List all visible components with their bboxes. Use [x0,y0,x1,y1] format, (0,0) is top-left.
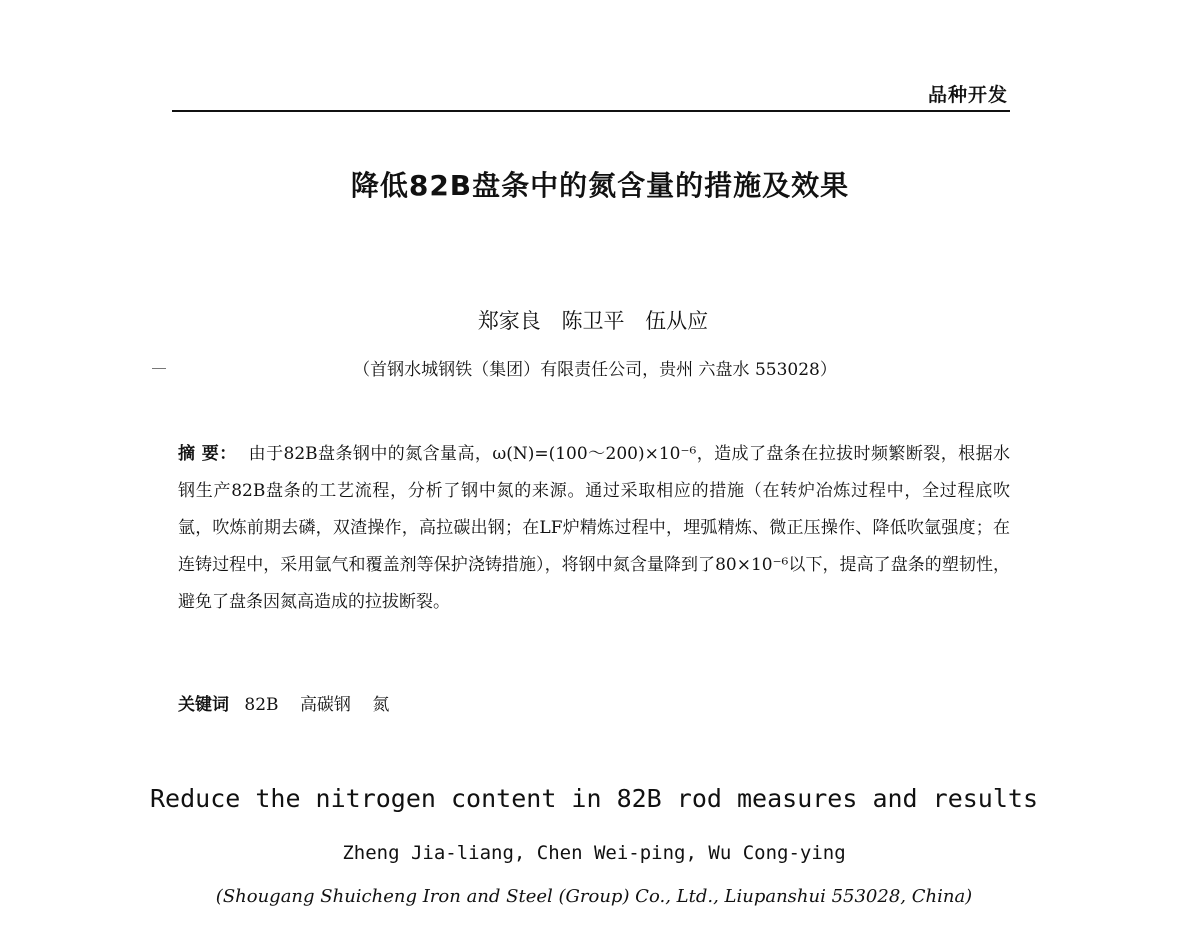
section-tag: 品种开发 [927,84,1008,106]
article-title-cn: 降低82B盘条中的氮含量的措施及效果 [350,169,850,202]
abstract-label: 摘 要： [178,444,237,464]
keyword: 高碳钢 [299,695,351,715]
keywords-label: 关键词 [178,695,229,715]
keywords [178,690,1010,715]
affiliation-en: (Shougang Shuicheng Iron and Steel (Group) Co., Ltd., Liupanshui 553028, China) [215,886,973,907]
keyword: 82B [244,695,279,715]
authors-en: Zheng Jia-liang, Chen Wei-ping, Wu Cong-ying [342,842,846,864]
abstract [178,436,1010,621]
keyword: 氮 [372,695,390,715]
abstract-text: 由于82B盘条钢中的氮含量高，ω(N)=(100～200)×10⁻⁶，造成了盘条在拉拔时频繁断裂，根据水钢生产82B盘条的工艺流程，分析了钢中氮的来源。通过采取相应的措施（在转炉冶炼过程中，全过程底吹氩，吹炼前期去磷，双渣操作，高拉碳出钢；在LF炉精炼过程中，埋弧精炼、微正压操作、降低吹氩强度；在连铸过程中，采用氩气和覆盖剂等保护浇铸措施），将钢中氮含量降到了80×10⁻⁶以下，提高了盘条的塑韧性，避免了盘条因氮高造成的拉拔断裂。 [178,444,1010,612]
authors-cn: 郑家良 陈卫平 伍从应 [477,309,709,333]
scan-speck [152,368,166,369]
affiliation-cn: （首钢水城钢铁（集团）有限责任公司，贵州 六盘水 553028） [353,360,837,380]
header-rule [172,110,1010,112]
article-title-en: Reduce the nitrogen content in 82B rod measures and results [149,784,1039,813]
